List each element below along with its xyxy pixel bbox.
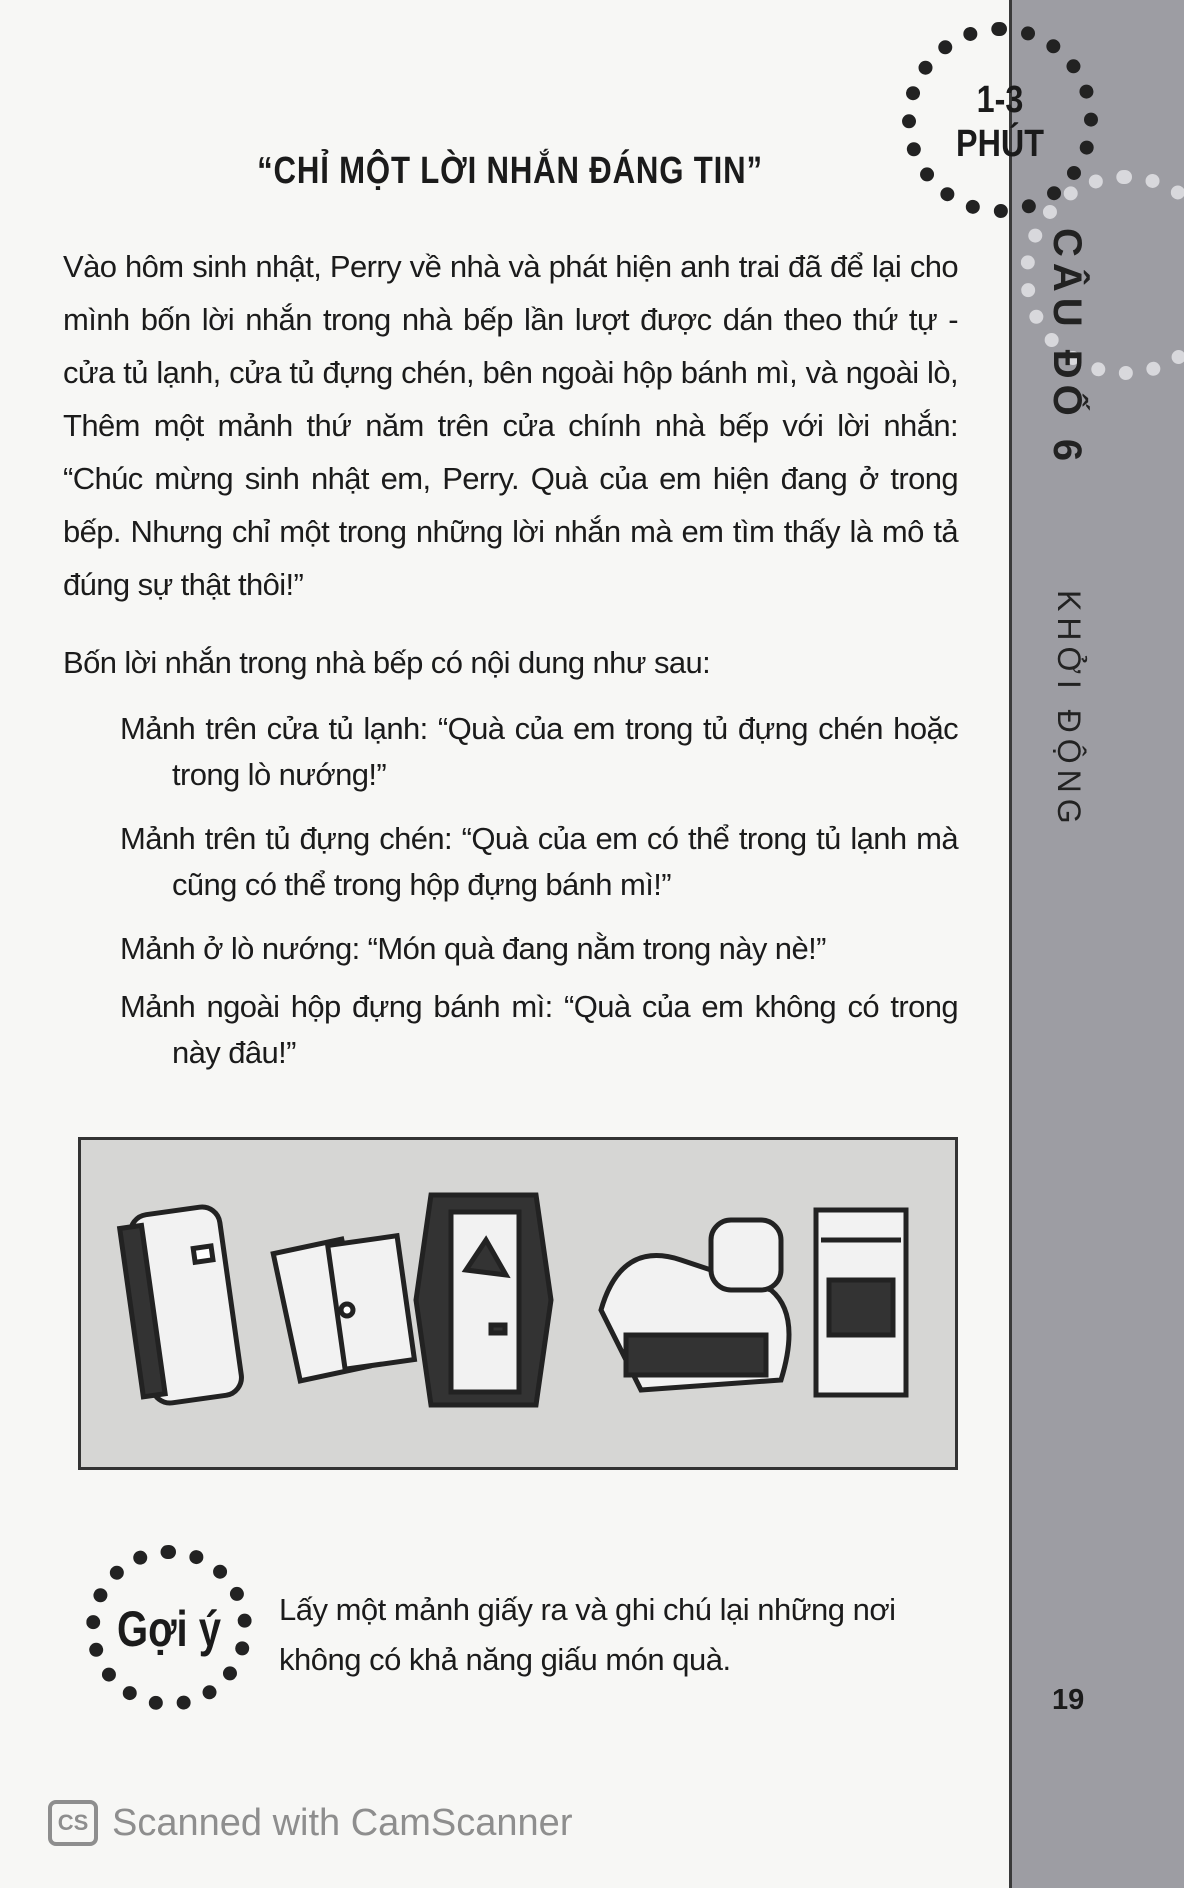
intro-paragraph: Vào hôm sinh nhật, Perry về nhà và phát hiện anh trai đã để lại cho mình bốn lời nhắn trong nhà bếp lần lượt được dán theo thứ tự - cửa tủ lạnh, cửa tủ đựng chén, bên ngoài hộp bánh mì, và ngoài lò, Thêm một mảnh thứ năm trên cửa chính nhà bếp với lời nhắn: “Chúc mừng sinh nhật em, Perry. Quà của em hiện đang ở trong bếp. Nhưng chỉ một trong những lời nhắn mà em tìm thấy là mô tả đúng sự thật thôi!”	[63, 249, 958, 602]
door-icon	[416, 1195, 551, 1405]
cupboard-icon	[273, 1236, 414, 1381]
kitchen-illustration	[78, 1137, 958, 1470]
hint-label: Gợi ý	[116, 1601, 222, 1657]
watermark-text: Scanned with CamScanner	[112, 1801, 573, 1844]
section-name: KHỞI ĐỘNG	[1051, 590, 1087, 830]
time-badge	[949, 78, 1051, 166]
fridge-icon	[120, 1205, 244, 1406]
note-item: Mảnh trên cửa tủ lạnh: “Quà của em trong tủ đựng chén hoặc trong lò nướng!”	[120, 711, 958, 792]
note-item: Mảnh ở lò nướng: “Món quà đang nằm trong này nè!”	[120, 931, 826, 966]
stove-icon	[816, 1210, 906, 1395]
camscanner-logo-icon: CS	[48, 1800, 98, 1846]
breadbox-icon	[601, 1220, 789, 1390]
time-unit: PHÚT	[956, 123, 1044, 165]
hint-text: Lấy một mảnh giấy ra và ghi chú lại những nơi không có khả năng giấu món quà.	[279, 1592, 896, 1677]
page-number: 19	[1052, 1684, 1085, 1716]
watermark	[48, 1800, 572, 1846]
note-item: Mảnh trên tủ đựng chén: “Quà của em có thể trong tủ lạnh mà cũng có thể trong hộp đựng bánh mì!”	[120, 821, 958, 902]
puzzle-number: CÂU ĐỐ 6	[1045, 228, 1089, 468]
time-range: 1-3	[976, 79, 1024, 121]
page-title: “CHỈ MỘT LỜI NHẮN ĐÁNG TIN”	[257, 150, 763, 192]
lead-paragraph: Bốn lời nhắn trong nhà bếp có nội dung như sau:	[63, 645, 711, 680]
note-item: Mảnh ngoài hộp đựng bánh mì: “Quà của em không có trong này đâu!”	[120, 989, 958, 1070]
